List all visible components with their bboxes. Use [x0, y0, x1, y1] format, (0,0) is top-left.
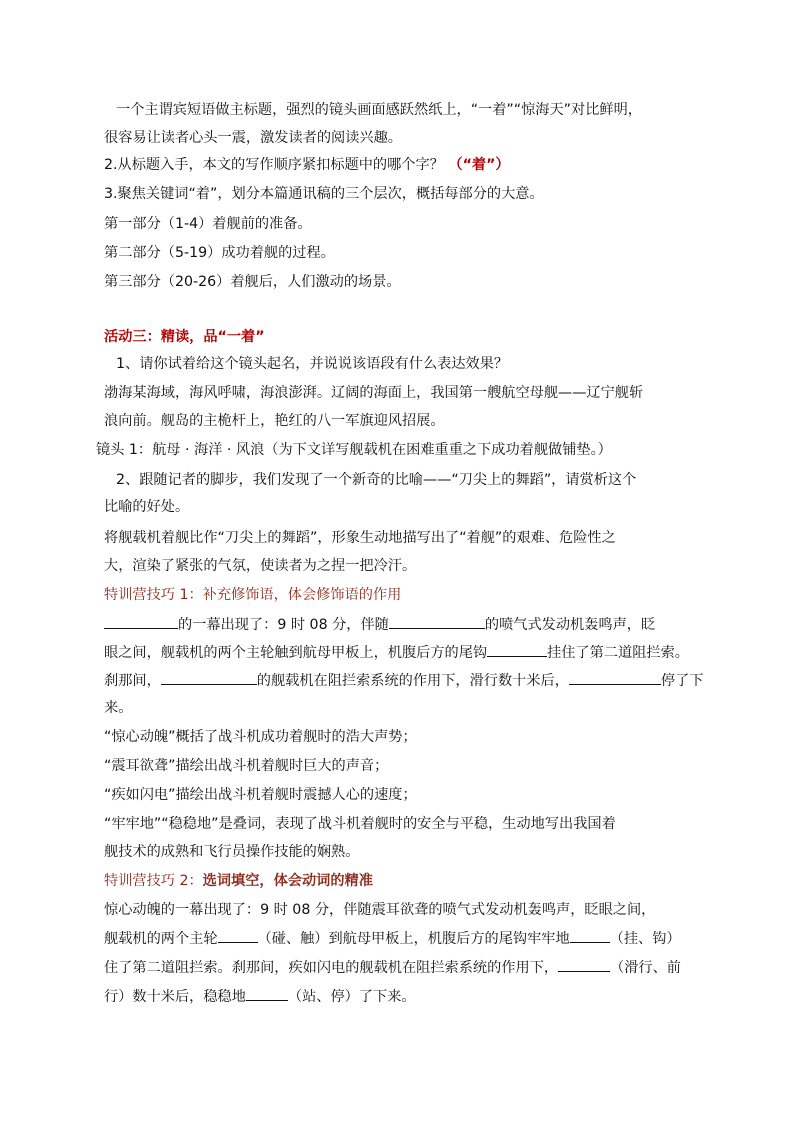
- ex1-text-b: 的喷气式发动机轰鸣声，眨: [484, 617, 656, 633]
- part-2: 第二部分（5-19）成功着舰的过程。: [104, 245, 335, 261]
- explain-1: “惊心动魄”概括了战斗机成功着舰时的浩大声势；: [104, 729, 417, 745]
- exercise-1-line-4: 来。: [104, 700, 133, 716]
- ex2-text-e: （滑行、前: [610, 960, 681, 976]
- ex1-text-a: 的一幕出现了：9 时 08 分，伴随: [178, 617, 389, 633]
- tip-2-title: 选词填空，体会动词的精准: [202, 873, 373, 889]
- activity-q2-line-2: 比喻的好处。: [104, 499, 190, 515]
- blank-9[interactable]: [246, 986, 288, 1001]
- blank-3[interactable]: [487, 642, 547, 657]
- question-2: [104, 155, 510, 175]
- activity-3-heading: 活动三：精读，品“一着”: [104, 329, 265, 345]
- ex1-text-d: 挂住了第二道阻拦索。: [547, 645, 689, 661]
- passage-line-2: 浪向前。舰岛的主桅杆上，艳红的八一军旗迎风招展。: [104, 413, 445, 429]
- ex1-text-f: 的舰载机在阻拦索系统的作用下，滑行数十米后，: [256, 673, 569, 689]
- shot-1: 镜头 1：航母 · 海洋 · 风浪（为下文详写舰载机在困难重重之下成功着舰做铺垫。）: [96, 442, 612, 458]
- blank-6[interactable]: [218, 928, 258, 943]
- part-1: 第一部分（1-4）着舰前的准备。: [104, 216, 312, 232]
- explain-2: “震耳欲聋”描绘出战斗机着舰时巨大的声音；: [104, 758, 389, 774]
- exercise-1-line-2: [104, 642, 689, 663]
- ex2-text-g: （站、停）了下来。: [287, 989, 416, 1005]
- activity-q1: 1、请你试着给这个镜头起名，并说说该语段有什么表达效果？: [116, 356, 509, 372]
- exercise-2-line-1: 惊心动魄的一幕出现了：9 时 08 分，伴随震耳欲聋的喷气式发动机轰鸣声，眨眼之间，: [104, 902, 656, 918]
- activity-q2-line-1: 2、跟随记者的脚步，我们发现了一个新奇的比喻——“刀尖上的舞蹈”，请赏析这个: [116, 472, 637, 488]
- blank-1[interactable]: [104, 614, 178, 629]
- question-2-answer: （“着”）: [448, 157, 510, 173]
- exercise-1-line-1: [104, 614, 655, 635]
- part-3: 第三部分（20-26）着舰后，人们激动的场景。: [104, 274, 401, 290]
- ex2-text-f: 行）数十米后，稳稳地: [104, 989, 246, 1005]
- ex2-text-b: （碰、触）到航母甲板上，机腹后方的尾钩牢牢地: [257, 931, 570, 947]
- blank-4[interactable]: [161, 670, 257, 685]
- ex2-text-d: 住了第二道阻拦索。刹那间，疾如闪电的舰载机在阻拦索系统的作用下，: [104, 960, 559, 976]
- intro-line-2: 很容易让读者心头一震，激发读者的阅读兴趣。: [104, 130, 402, 146]
- ex1-text-e: 刹那间，: [104, 673, 161, 689]
- explain-3: “疾如闪电”描绘出战斗机着舰时震撼人心的速度；: [104, 787, 417, 803]
- training-tip-1: 特训营技巧 1：补充修饰语，体会修饰语的作用: [104, 587, 402, 603]
- tip-2-label: 特训营技巧 2：: [104, 873, 203, 889]
- explain-4-line-1: “牢牢地”“稳稳地”是叠词，表现了战斗机着舰时的安全与平稳，生动地写出我国着: [104, 816, 616, 832]
- exercise-2-line-3: [104, 957, 681, 978]
- answer-line-1: 将舰载机着舰比作“刀尖上的舞蹈”，形象生动地描写出了“着舰”的艰难、危险性之: [104, 530, 616, 546]
- explain-4-line-2: 舰技术的成熟和飞行员操作技能的娴熟。: [104, 844, 360, 860]
- blank-8[interactable]: [558, 957, 610, 972]
- blank-2[interactable]: [389, 614, 485, 629]
- intro-line-1: 一个主谓宾短语做主标题，强烈的镜头画面感跃然纸上，“一着”“惊海天”对比鲜明，: [116, 102, 642, 118]
- training-tip-2: [104, 871, 373, 891]
- blank-7[interactable]: [570, 928, 610, 943]
- ex1-text-c: 眼之间，舰载机的两个主轮触到航母甲板上，机腹后方的尾钩: [104, 645, 488, 661]
- passage-line-1: 渤海某海域，海风呼啸，海浪澎湃。辽阔的海面上，我国第一艘航空母舰——辽宁舰斩: [104, 385, 644, 401]
- question-3: 3.聚焦关键词“着”，划分本篇通讯稿的三个层次，概括每部分的大意。: [104, 186, 544, 202]
- exercise-2-line-2: [104, 928, 681, 949]
- ex2-text-c: （挂、钩）: [609, 931, 681, 947]
- question-2-text: 2.从标题入手，本文的写作顺序紧扣标题中的哪个字？: [104, 157, 449, 173]
- exercise-1-line-3: [104, 670, 703, 691]
- ex1-text-g: 停了下: [660, 673, 704, 689]
- answer-line-2: 大，渲染了紧张的气氛，使读者为之捏一把冷汗。: [104, 558, 417, 574]
- exercise-2-line-4: [104, 986, 416, 1007]
- blank-5[interactable]: [569, 670, 661, 685]
- ex2-text-a: 舰载机的两个主轮: [104, 931, 218, 947]
